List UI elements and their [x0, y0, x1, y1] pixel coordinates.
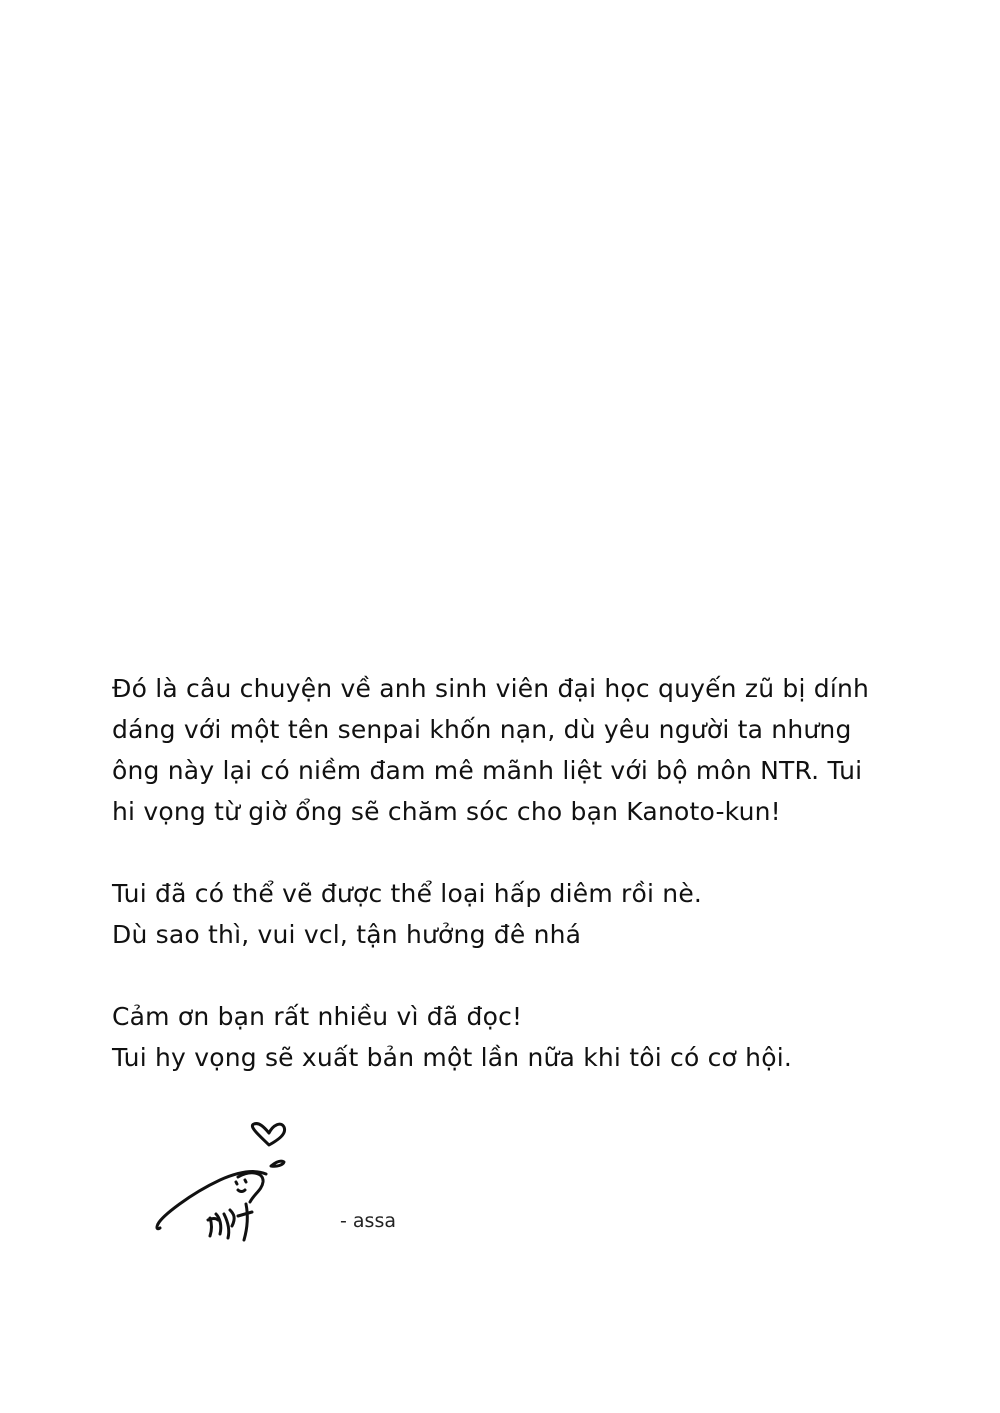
text-line: hi vọng từ giờ ổng sẽ chăm sóc cho bạn Kanoto-kun! — [112, 797, 781, 826]
afterword-paragraph-3 — [112, 996, 892, 1078]
signature-doodle — [150, 1122, 310, 1248]
afterword-text — [112, 668, 892, 1078]
author-signature-label: - assa — [340, 1210, 396, 1232]
afterword-paragraph-1 — [112, 668, 892, 832]
text-line: Tui hy vọng sẽ xuất bản một lần nữa khi tôi có cơ hội. — [112, 1043, 793, 1072]
afterword-paragraph-2 — [112, 873, 892, 955]
text-line: Tui đã có thể vẽ được thể loại hấp diêm rồi nè. — [112, 879, 703, 908]
signature-block — [150, 1122, 450, 1252]
text-line: Cảm ơn bạn rất nhiều vì đã đọc! — [112, 1002, 523, 1031]
text-line: ông này lại có niềm đam mê mãnh liệt với bộ môn NTR. Tui — [112, 756, 863, 785]
text-line: Đó là câu chuyện về anh sinh viên đại học quyến zũ bị dính — [112, 674, 870, 703]
heart-icon — [252, 1124, 284, 1145]
small-heart-icon — [271, 1161, 284, 1166]
text-line: dáng với một tên senpai khốn nạn, dù yêu người ta nhưng — [112, 715, 852, 744]
text-line: Dù sao thì, vui vcl, tận hưởng đê nhá — [112, 920, 582, 949]
